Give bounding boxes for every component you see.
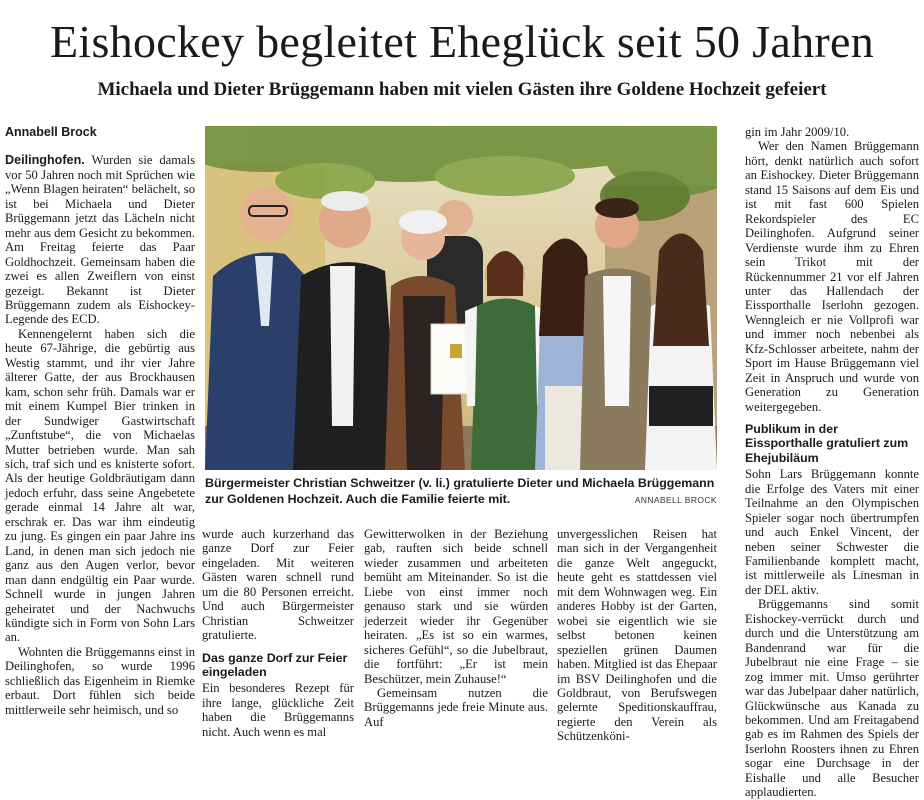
article-paragraph: Brüggemanns sind somit Eishockey-verrückt durch und durch und die Unterstützung am Bandenrand war für die Jubelbraut nie eine Frage – sie zog immer mit. Umso gerührter war das Jubelpaar daher natürlich, Glückwünsche aus Kanada zu bekommen. Und am Freitagabend gab es im Rahmen des Spiels der Iserlohn Roosters ihnen zu Ehren sogar eine Durchsage in der Eishalle und alle Besucher applaudierten. (745, 597, 919, 800)
article-photo (205, 126, 717, 470)
article-paragraph (5, 153, 195, 326)
article-paragraph: Wer den Namen Brüggemann hört, denkt natürlich auch sofort an Eishockey. Dieter Brüggemann stand 15 Saisons auf dem Eis und ist mit fast 600 Spielen Rekordspieler des EC Deilinghofen. Aufgrund seiner Verdienste wurde ihm zu Ehren sein Trikot mit der Rückennummer 21 vor elf Jahren unter das Hallendach der Eissporthalle Iserlohn gezogen. Wenngleich er nie Vollprofi war und immer noch nebenbei als Kfz-Schlosser arbeitete, nahm der Sport im Hause Brüggemann viel Zeit in Anspruch und wurde von Generation zu Generation weitergegeben. (745, 139, 919, 414)
section-heading: Das ganze Dorf zur Feier eingeladen (202, 650, 348, 680)
dateline: Deilinghofen. (5, 153, 85, 168)
article-paragraph: wurde auch kurzerhand das ganze Dorf zur Feier eingeladen. Mit weiteren Gästen waren schnell rund um die 80 Personen erreicht. Und auch Bürgermeister Christian Schweitzer gratulierte. (202, 527, 354, 643)
article-column-4 (557, 527, 717, 744)
section-heading: Publikum in der Eissporthalle gratuliert zum Ehejubiläum (745, 422, 909, 465)
wedding-group-photo (205, 126, 717, 470)
article-paragraph: Gewitterwolken in der Beziehung gab, rauften sich beide schnell wieder zusammen und arbeiteten bemüht am Miteinander. So ist die Liebe von einst immer noch genauso stark und sie würden jederzeit wieder ihr Gegenüber heiraten. „Es ist so ein warmes, sicheres Gefühl“, so die Jubelbraut, die fortführt: „Er ist mein Beschützer, mein Zuhause!“ (364, 527, 548, 686)
article-column-5 (745, 125, 919, 800)
article-column-3 (364, 527, 548, 729)
article-paragraph: Ein besonderes Rezept für ihre lange, glückliche Zeit haben die Brüggemanns nicht. Auch wenn es mal (202, 681, 354, 739)
article-paragraph: gin im Jahr 2009/10. (745, 125, 850, 139)
author-byline: Annabell Brock (5, 125, 97, 139)
article-column-1 (5, 125, 195, 717)
paragraph-text: Wurden sie damals vor 50 Jahren noch mit Sprüchen wie „Wenn Blagen heiraten“ belächelt, so ist bei Michaela und Dieter Brüggemann jetzt das Lächeln nicht mehr aus dem Gesicht zu bekommen. Am Freitag feierte das Paar Goldhochzeit. Gemeinsam haben die zwei es allen Zweiflern von einst gezeigt. Bekannt ist Dieter Brüggemann zudem als Eishockey-Legende des ECD. (5, 153, 195, 327)
photo-credit: ANNABELL BROCK (634, 495, 717, 505)
article-paragraph: Sohn Lars Brüggemann konnte die Erfolge des Vaters mit einer Teilnahme an den Olympischen Spieler sogar noch übertrumpfen und auch Enkel Vincent, der neben seiner Schwester die Familienbande komplett macht, ist mittlerweile als Linesman in der DEL aktiv. (745, 467, 919, 597)
article-column-2 (202, 527, 354, 739)
article-paragraph: Wohnten die Brüggemanns einst in Deilinghofen, so wurde 1996 schließlich das Eigenheim in Riemke erbaut. Dort fühlen sich beide mittlerweile sehr heimisch, und so (5, 644, 195, 717)
article-paragraph: Kennengelernt haben sich die heute 67-Jährige, die gebürtig aus Westig stammt, und ihr vier Jahre älterer Gatte, der aus Brockhausen kam, schon sehr früh. Damals war er mit einem Kumpel Bier trinken in der Sundwiger Gastwirtschaft „Zunftstube“, die von Michaelas Mutter betrieben wurde. Man sah sich, traf sich und es knisterte sofort. Als der heutige Goldbräutigam dann jedoch erfuhr, dass seine Angebetete gerade einmal 14 Jahre alt war, erschrak er. Das war ihm eindeutig zu jung. Es gingen ein paar Jahre ins Land, in denen man sich jedoch nie ganz aus den Augen verlor, bevor man dann endgültig ein Paar wurde. Schnell wurde in jungen Jahren geheiratet und der Nachwuchs kündigte sich in Form von Sohn Lars an. (5, 326, 195, 645)
subheadline: Michaela und Dieter Brüggemann haben mit vielen Gästen ihre Goldene Hochzeit gefeiert (97, 79, 827, 100)
article-paragraph: Gemeinsam nutzen die Brüggemanns jede freie Minute aus. Auf (364, 685, 548, 729)
article-paragraph: unvergesslichen Reisen hat man sich in der Vergangenheit die ganze Welt angeguckt, heute geht es stattdessen viel mit dem Wohnwagen weg. Ein anderes Hobby ist der Garten, wobei sie eigentlich wie sie selbst betonen keinen speziellen grünen Daumen haben. Mitglied ist das Ehepaar im BSV Deilinghofen und die Goldbraut, von Berufswegen gelernte Speditionskauffrau, regierte den Verein als Schützenköni- (557, 527, 717, 744)
headline: Eishockey begleitet Eheglück seit 50 Jahren (49, 16, 875, 67)
photo-caption: Bürgermeister Christian Schweitzer (v. li.) gratulierte Dieter und Michaela Brüggemann zur Goldenen Hochzeit. Auch die Familie feierte mit. (205, 476, 715, 506)
